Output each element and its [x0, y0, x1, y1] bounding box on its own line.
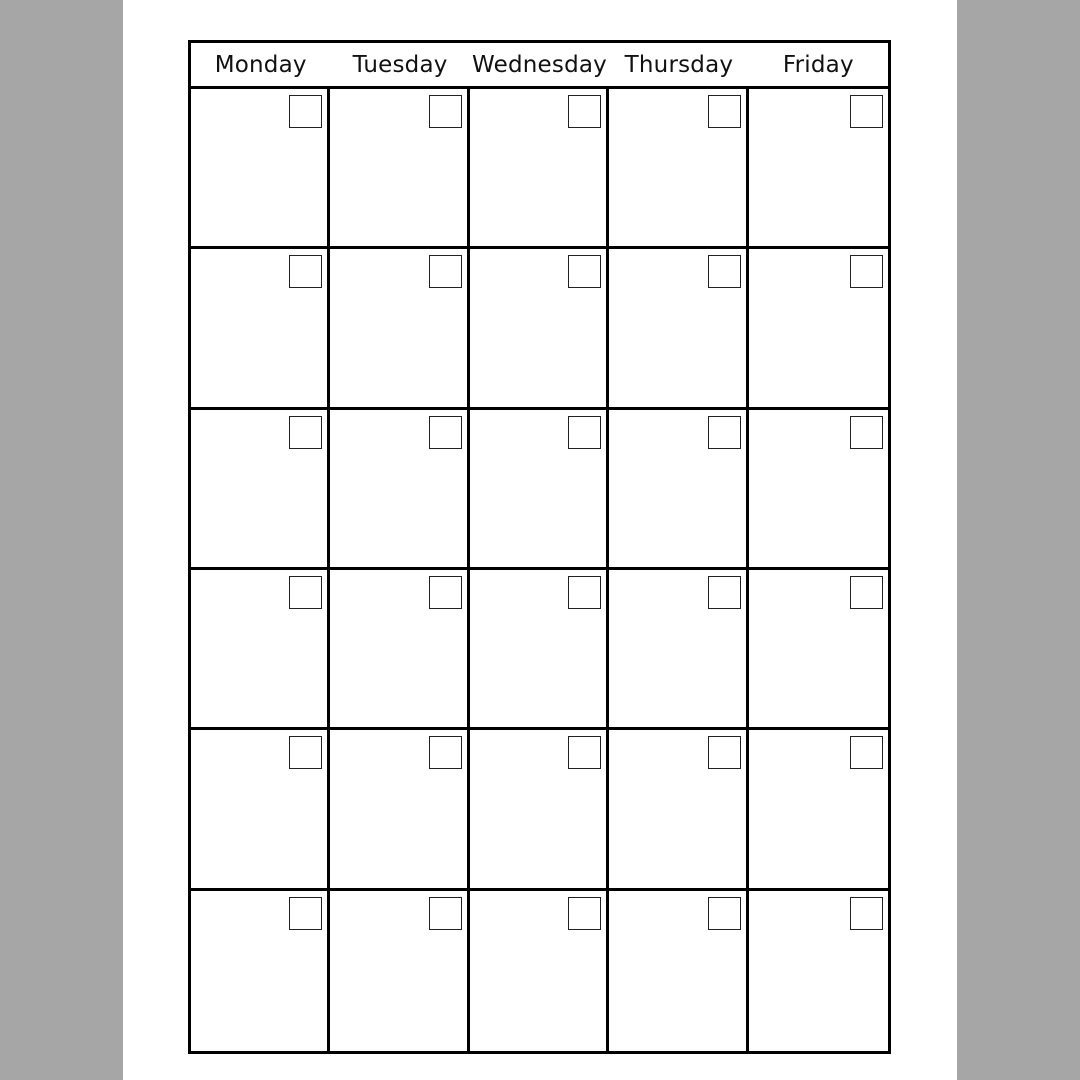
date-number-box	[850, 95, 883, 128]
date-number-box	[708, 255, 741, 288]
date-number-box	[289, 255, 322, 288]
day-cell	[330, 570, 469, 730]
weekday-header-row	[191, 43, 888, 89]
day-cell	[749, 89, 888, 249]
day-cell	[749, 410, 888, 570]
date-number-box	[289, 736, 322, 769]
date-number-box	[708, 576, 741, 609]
day-cell	[749, 730, 888, 890]
weekly-calendar-grid	[188, 40, 891, 1054]
day-cell	[191, 570, 330, 730]
date-number-box	[568, 255, 601, 288]
day-cell	[470, 249, 609, 409]
date-number-box	[289, 897, 322, 930]
date-number-box	[429, 897, 462, 930]
day-cell	[191, 410, 330, 570]
date-number-box	[429, 736, 462, 769]
day-cell	[330, 89, 469, 249]
day-cell	[609, 730, 748, 890]
day-cell	[191, 891, 330, 1051]
day-cells-grid	[191, 89, 888, 1051]
day-cell	[470, 570, 609, 730]
date-number-box	[568, 416, 601, 449]
day-cell	[609, 891, 748, 1051]
day-header-thursday: Thursday	[624, 51, 734, 78]
day-cell	[749, 249, 888, 409]
date-number-box	[289, 416, 322, 449]
day-cell	[330, 249, 469, 409]
day-cell	[330, 410, 469, 570]
date-number-box	[568, 736, 601, 769]
date-number-box	[429, 95, 462, 128]
day-header-friday: Friday	[782, 51, 854, 78]
day-cell	[470, 891, 609, 1051]
day-cell	[330, 730, 469, 890]
date-number-box	[708, 95, 741, 128]
day-cell	[609, 410, 748, 570]
date-number-box	[429, 576, 462, 609]
date-number-box	[568, 897, 601, 930]
day-header-tuesday: Tuesday	[352, 51, 448, 78]
date-number-box	[708, 416, 741, 449]
day-cell	[330, 891, 469, 1051]
day-cell	[609, 89, 748, 249]
date-number-box	[708, 736, 741, 769]
date-number-box	[850, 736, 883, 769]
day-cell	[191, 730, 330, 890]
day-header-wednesday: Wednesday	[472, 51, 607, 78]
day-cell	[609, 570, 748, 730]
date-number-box	[568, 576, 601, 609]
date-number-box	[429, 416, 462, 449]
date-number-box	[289, 576, 322, 609]
day-cell	[191, 249, 330, 409]
date-number-box	[429, 255, 462, 288]
day-cell	[470, 410, 609, 570]
day-cell	[470, 730, 609, 890]
day-cell	[470, 89, 609, 249]
day-cell	[749, 570, 888, 730]
date-number-box	[850, 576, 883, 609]
day-header-monday: Monday	[214, 51, 307, 78]
date-number-box	[708, 897, 741, 930]
day-cell	[609, 249, 748, 409]
date-number-box	[850, 897, 883, 930]
date-number-box	[850, 416, 883, 449]
day-cell	[191, 89, 330, 249]
day-cell	[749, 891, 888, 1051]
date-number-box	[289, 95, 322, 128]
date-number-box	[568, 95, 601, 128]
date-number-box	[850, 255, 883, 288]
